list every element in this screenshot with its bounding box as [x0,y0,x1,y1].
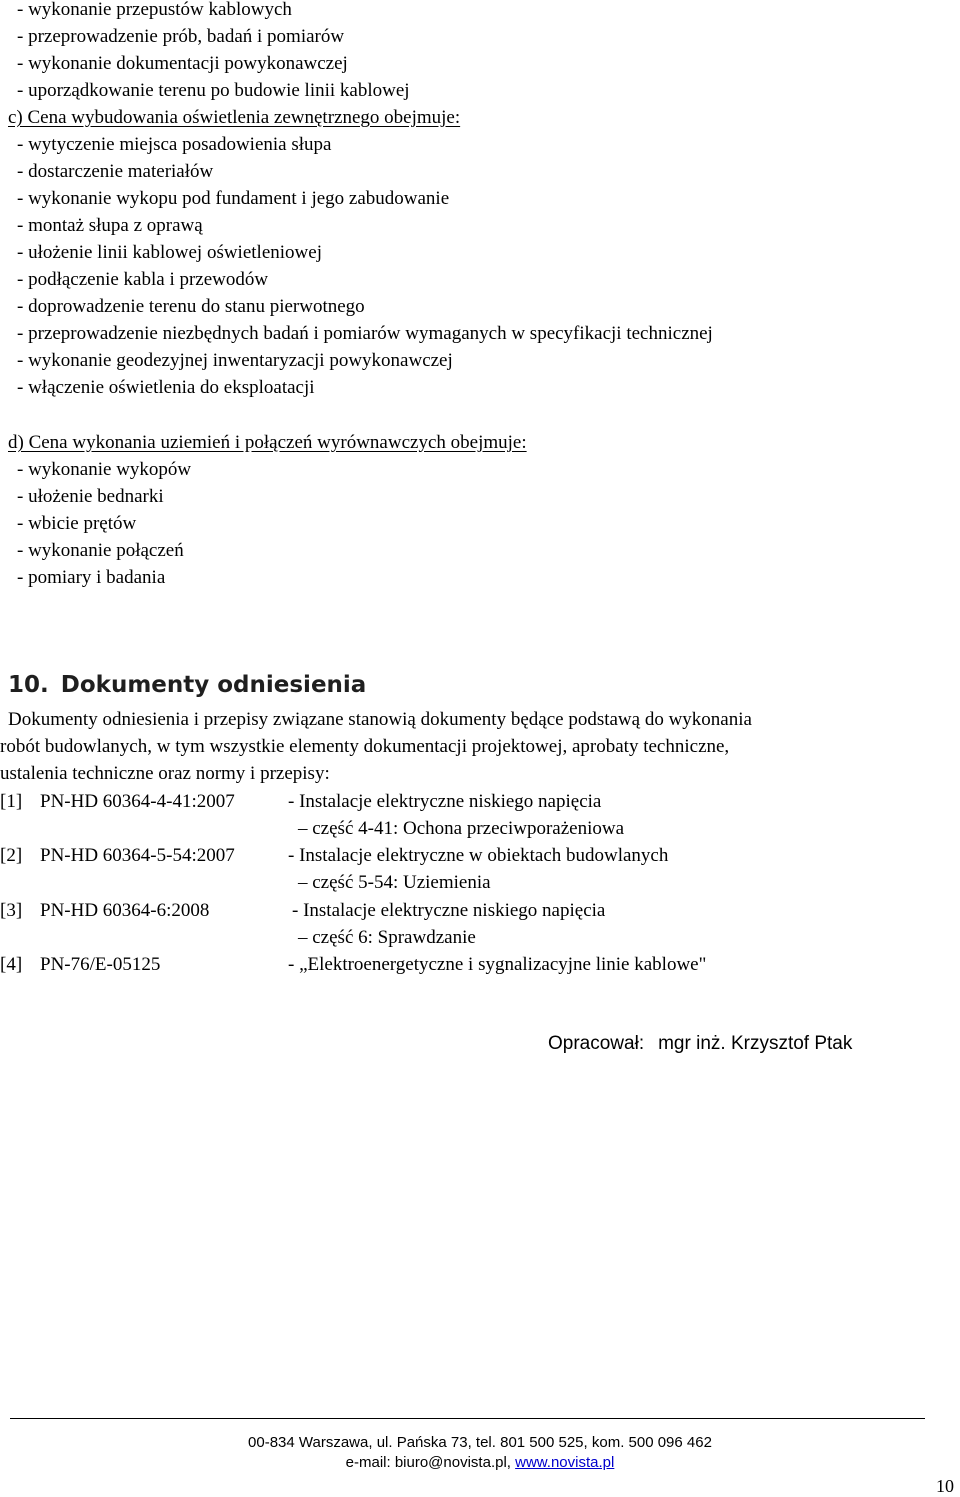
reference-tag: [3] [0,900,23,921]
reference-description: - Instalacje elektryczne w obiektach budowlanych [288,845,669,866]
reference-code: PN-HD 60364-5-54:2007 [40,845,235,866]
list-item: - przeprowadzenie prób, badań i pomiarów [17,26,345,47]
reference-description: - Instalacje elektryczne niskiego napięcia [288,791,602,812]
list-item: - wykonanie przepustów kablowych [17,0,292,20]
list-item: - montaż słupa z oprawą [17,215,203,236]
paragraph-line: ustalenia techniczne oraz normy i przepisy: [0,763,330,784]
list-item: - ułożenie linii kablowej oświetleniowej [17,242,322,263]
reference-description: - Instalacje elektryczne niskiego napięcia [292,900,606,921]
paragraph-line: Dokumenty odniesienia i przepisy związane stanowią dokumenty będące podstawą do wykonania [8,709,752,730]
footer-address: 00-834 Warszawa, ul. Pańska 73, tel. 801 500 525, kom. 500 096 462 [248,1434,712,1451]
paragraph-line: robót budowlanych, w tym wszystkie elementy dokumentacji projektowej, aprobaty techniczne, [0,736,730,757]
list-item: - ułożenie bednarki [17,486,164,507]
list-item: - wykonanie geodezyjnej inwentaryzacji powykonawczej [17,350,453,371]
list-item: - podłączenie kabla i przewodów [17,269,269,290]
list-item: - dostarczenie materiałów [17,161,214,182]
reference-description: - „Elektroenergetyczne i sygnalizacyjne linie kablowe" [288,954,707,975]
reference-part: – część 5-54: Uziemienia [298,872,491,893]
list-item: - wytyczenie miejsca posadowienia słupa [17,134,332,155]
reference-tag: [4] [0,954,23,975]
reference-part: – część 6: Sprawdzanie [298,927,476,948]
signature-name: mgr inż. Krzysztof Ptak [658,1033,853,1054]
footer-divider [10,1418,925,1419]
reference-code: PN-76/E-05125 [40,954,161,975]
list-item: - przeprowadzenie niezbędnych badań i pomiarów wymaganych w specyfikacji technicznej [17,323,713,344]
reference-tag: [2] [0,845,23,866]
section-d-heading: d) Cena wykonania uziemień i połączeń wyrównawczych obejmuje: [8,432,527,453]
footer-website-link[interactable]: www.novista.pl [515,1454,615,1471]
section-10-title [8,670,366,700]
list-item: - pomiary i badania [17,567,166,588]
list-item: - wykonanie dokumentacji powykonawczej [17,53,348,74]
list-item: - wykonanie wykopów [17,459,192,480]
page-number: 10 [936,1476,954,1496]
list-item: - wykonanie wykopu pod fundament i jego zabudowanie [17,188,450,209]
reference-code: PN-HD 60364-6:2008 [40,900,210,921]
list-item: - włączenie oświetlenia do eksploatacji [17,377,315,398]
section-number: 10. [8,672,49,698]
section-title-text: Dokumenty odniesienia [60,672,367,698]
list-item: - wykonanie połączeń [17,540,184,561]
section-c-heading: c) Cena wybudowania oświetlenia zewnętrznego obejmuje: [8,107,461,128]
signature-label: Opracował: [548,1033,645,1054]
list-item: - doprowadzenie terenu do stanu pierwotnego [17,296,365,317]
list-item: - wbicie prętów [17,513,137,534]
reference-part: – część 4-41: Ochona przeciwporażeniowa [298,818,625,839]
footer-email: e-mail: biuro@novista.pl, [345,1454,511,1471]
reference-tag: [1] [0,791,23,812]
footer-contact [0,1454,960,1472]
signature [548,1031,852,1057]
reference-code: PN-HD 60364-4-41:2007 [40,791,235,812]
list-item: - uporządkowanie terenu po budowie linii kablowej [17,80,410,101]
